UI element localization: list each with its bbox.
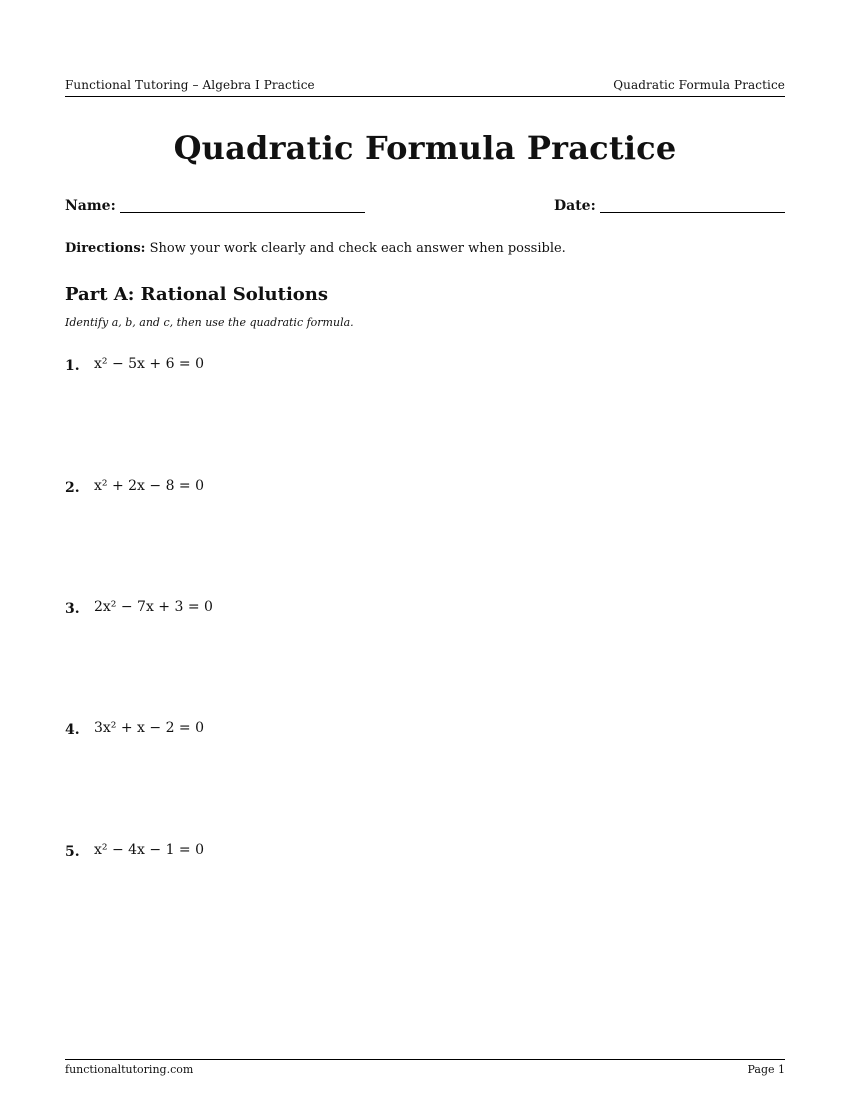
footer-website: functionaltutoring.com — [65, 1063, 194, 1076]
directions-text: Show your work clearly and check each answer when possible. — [149, 241, 566, 256]
problem-equation: x² − 5x + 6 = 0 — [94, 356, 205, 372]
section-note: Identify a, b, and c, then use the quadratic formula. — [65, 316, 354, 329]
directions — [65, 241, 785, 257]
problem-number: 2. — [65, 480, 80, 496]
name-blank-line — [120, 212, 365, 213]
header-right-text: Quadratic Formula Practice — [613, 78, 785, 92]
date-blank-line — [600, 212, 785, 213]
header-left-text: Functional Tutoring – Algebra I Practice — [65, 78, 315, 92]
footer-page-number: Page 1 — [747, 1063, 785, 1076]
problem-number: 4. — [65, 722, 80, 738]
problem-number: 3. — [65, 601, 80, 617]
problem-equation: x² + 2x − 8 = 0 — [94, 478, 205, 494]
directions-label: Directions: — [65, 241, 146, 256]
problem-equation: 3x² + x − 2 = 0 — [94, 720, 205, 736]
problem-equation: x² − 4x − 1 = 0 — [94, 842, 205, 858]
problem-number: 5. — [65, 844, 80, 860]
date-label: Date: — [554, 198, 596, 214]
problem-equation: 2x² − 7x + 3 = 0 — [94, 599, 213, 615]
name-date-row — [65, 197, 785, 217]
page-title: Quadratic Formula Practice — [173, 129, 677, 167]
section-title: Part A: Rational Solutions — [65, 284, 329, 305]
running-header — [65, 78, 785, 97]
name-label: Name: — [65, 198, 116, 214]
page-footer — [65, 1059, 785, 1076]
problem-number: 1. — [65, 358, 80, 374]
